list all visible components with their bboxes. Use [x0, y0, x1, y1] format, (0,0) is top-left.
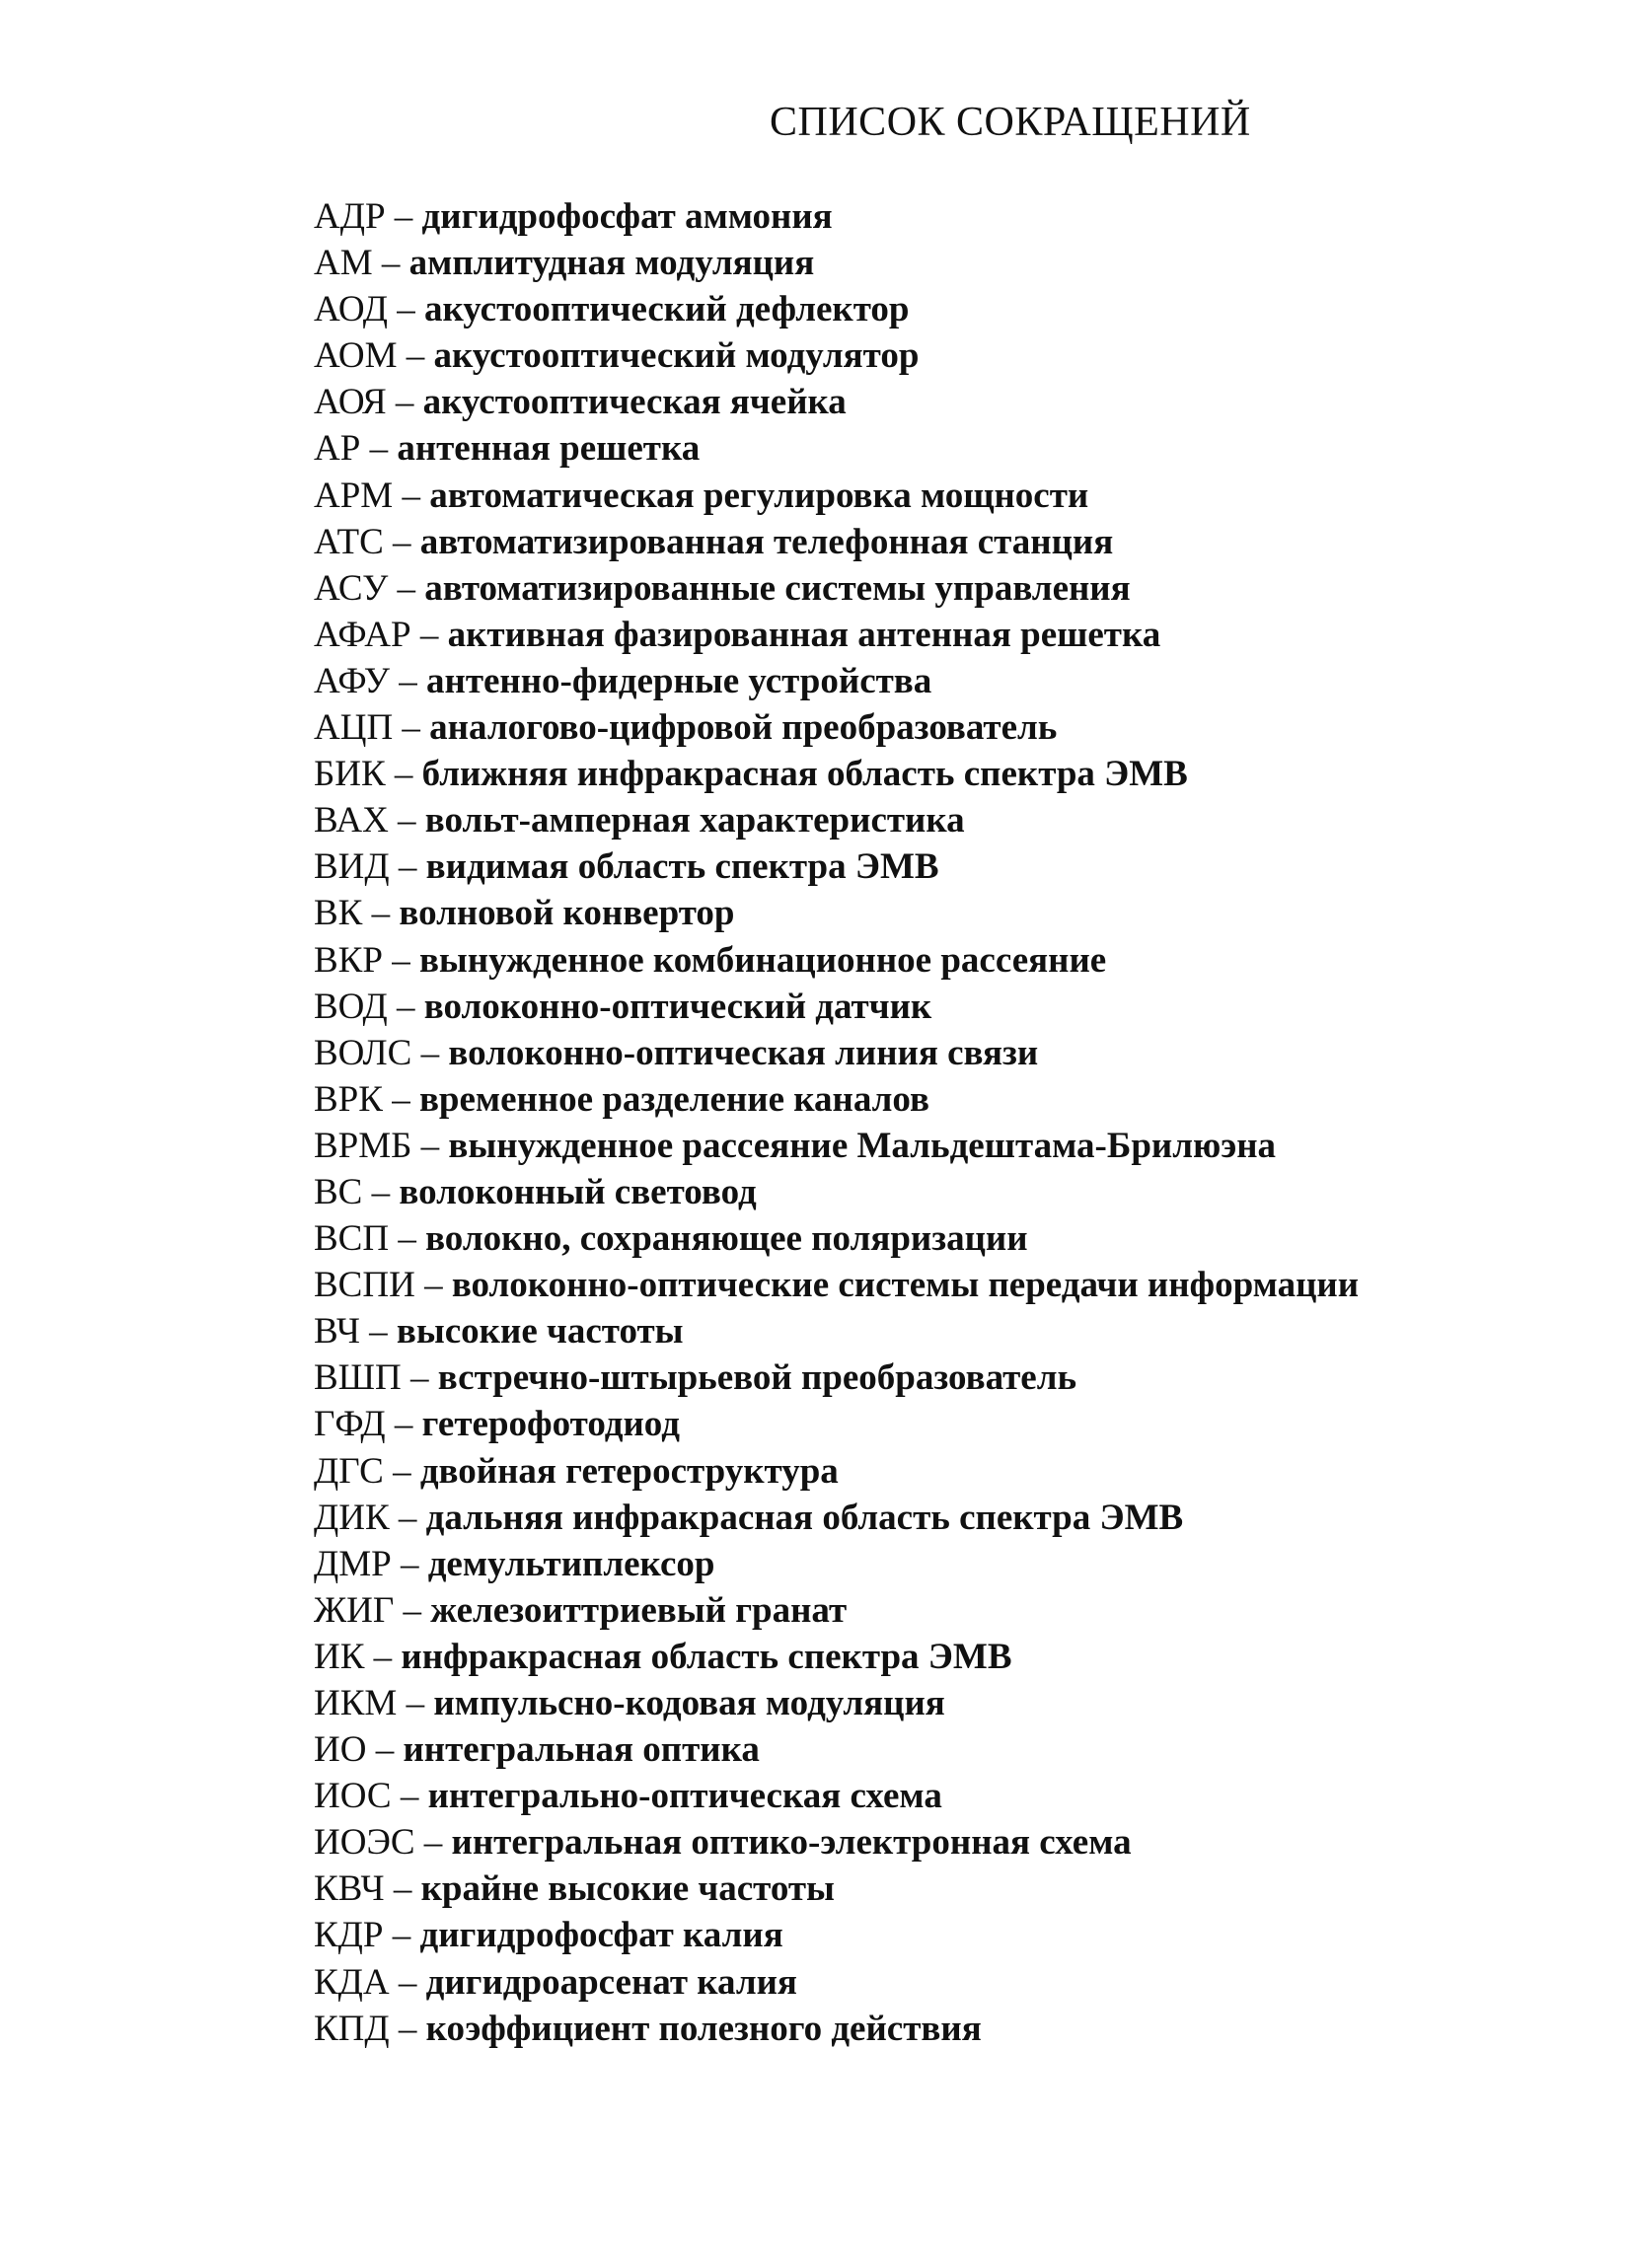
abbreviation-separator: – — [384, 1868, 421, 1910]
abbreviation-separator: – — [414, 1822, 452, 1864]
abbreviation-separator: – — [389, 1961, 426, 2003]
abbreviation-definition: крайне высокие частоты — [420, 1868, 835, 1910]
abbreviation-entry — [314, 1866, 1577, 1912]
abbreviation-separator: – — [359, 1311, 397, 1353]
abbreviation-term: ВШП — [314, 1357, 402, 1399]
abbreviation-definition: волновой конвертор — [399, 893, 735, 934]
abbreviation-separator: – — [385, 754, 422, 795]
abbreviation-term: АР — [314, 428, 361, 470]
abbreviation-definition: дальняя инфракрасная область спектра ЭМВ — [425, 1497, 1184, 1538]
abbreviation-term: ИОЭС — [314, 1822, 415, 1864]
abbreviation-term: ВСПИ — [314, 1265, 415, 1306]
abbreviation-term: КВЧ — [314, 1868, 385, 1910]
abbreviation-term: ВРМБ — [314, 1125, 412, 1166]
abbreviation-separator: – — [411, 1125, 449, 1166]
abbreviation-separator: – — [362, 893, 400, 934]
abbreviation-definition: автоматизированные системы управления — [424, 567, 1131, 609]
abbreviation-separator: – — [391, 1776, 428, 1817]
abbreviation-term: АДР — [314, 196, 386, 237]
abbreviation-entry — [314, 797, 1577, 843]
abbreviation-entry — [314, 193, 1577, 240]
abbreviation-entry — [314, 843, 1577, 890]
abbreviation-definition: акустооптическая ячейка — [422, 382, 847, 423]
abbreviation-separator: – — [388, 567, 425, 609]
abbreviation-entry — [314, 565, 1577, 612]
abbreviation-definition: коэффициент полезного действия — [425, 2008, 982, 2049]
abbreviation-entry — [314, 332, 1577, 379]
abbreviation-separator: – — [385, 1404, 422, 1445]
abbreviation-definition: акустооптический дефлектор — [424, 289, 910, 330]
abbreviation-entry — [314, 658, 1577, 704]
abbreviation-definition: вынужденное комбинационное рассеяние — [418, 939, 1107, 981]
abbreviation-definition: встречно-штырьевой преобразователь — [437, 1357, 1077, 1399]
abbreviation-separator: – — [386, 382, 423, 423]
abbreviation-definition: аналогово-цифровой преобразователь — [429, 707, 1058, 749]
abbreviation-separator: – — [393, 707, 430, 749]
abbreviation-definition: гетерофотодиод — [421, 1404, 680, 1445]
abbreviation-term: АОЯ — [314, 382, 387, 423]
abbreviation-definition: волоконно-оптическая линия связи — [448, 1032, 1039, 1073]
abbreviation-term: ВСП — [314, 1218, 390, 1260]
abbreviation-term: ИО — [314, 1729, 367, 1771]
abbreviation-entry — [314, 1401, 1577, 1447]
abbreviation-definition: волокно, сохраняющее поляризации — [425, 1218, 1028, 1260]
abbreviation-definition: двойная гетероструктура — [419, 1450, 839, 1492]
abbreviation-separator: – — [389, 1497, 426, 1538]
abbreviation-term: ВАХ — [314, 800, 389, 841]
abbreviation-term: АМ — [314, 243, 373, 284]
abbreviation-separator: – — [388, 800, 425, 841]
abbreviation-definition: инфракрасная область спектра ЭМВ — [401, 1636, 1012, 1677]
abbreviation-term: ВКР — [314, 939, 383, 981]
abbreviation-term: ДГС — [314, 1450, 384, 1492]
abbreviation-definition: импульсно-кодовая модуляция — [433, 1683, 945, 1723]
abbreviation-entry — [314, 1495, 1577, 1541]
abbreviation-separator: – — [397, 335, 434, 377]
abbreviation-entry — [314, 1680, 1577, 1726]
abbreviation-term: АОД — [314, 289, 388, 330]
abbreviation-separator: – — [372, 243, 409, 284]
abbreviation-entry — [314, 751, 1577, 797]
abbreviation-term: АСУ — [314, 567, 389, 609]
abbreviation-term: АРМ — [314, 475, 394, 516]
abbreviation-definition: автоматизированная телефонная станция — [419, 521, 1114, 562]
abbreviation-separator: – — [410, 614, 448, 655]
abbreviation-entry — [314, 1587, 1577, 1634]
abbreviation-entry — [314, 425, 1577, 472]
abbreviation-term: ВИД — [314, 846, 390, 888]
abbreviation-definition: волоконный световод — [399, 1171, 757, 1212]
abbreviation-separator: – — [389, 1218, 426, 1260]
abbreviation-definition: вынужденное рассеяние Мальдештама-Брилюэна — [448, 1125, 1277, 1166]
abbreviation-separator: – — [393, 475, 430, 516]
abbreviation-entry — [314, 1448, 1577, 1495]
abbreviation-entry — [314, 240, 1577, 286]
abbreviation-entry — [314, 937, 1577, 984]
abbreviation-term: ВС — [314, 1171, 363, 1212]
abbreviation-entry — [314, 1959, 1577, 2006]
abbreviation-term: КПД — [314, 2008, 390, 2049]
abbreviation-separator: – — [383, 521, 420, 562]
abbreviation-definition: высокие частоты — [396, 1311, 684, 1353]
abbreviation-entry — [314, 473, 1577, 519]
abbreviation-entry — [314, 1912, 1577, 1958]
abbreviation-entry — [314, 286, 1577, 332]
abbreviation-definition: временное разделение каналов — [418, 1078, 929, 1120]
abbreviation-entry — [314, 704, 1577, 751]
abbreviation-entry — [314, 1726, 1577, 1773]
abbreviation-entry — [314, 1169, 1577, 1215]
abbreviation-separator: – — [411, 1032, 449, 1073]
abbreviation-term: ВК — [314, 893, 363, 934]
abbreviation-definition: акустооптический модулятор — [433, 335, 920, 377]
abbreviation-entry — [314, 1215, 1577, 1262]
abbreviation-definition: интегральная оптико-электронная схема — [451, 1822, 1132, 1864]
abbreviation-separator: – — [385, 196, 422, 237]
abbreviation-separator: – — [389, 2008, 426, 2049]
abbreviation-entry — [314, 1773, 1577, 1819]
abbreviation-definition: активная фазированная антенная решетка — [447, 614, 1161, 655]
abbreviation-separator: – — [389, 846, 426, 888]
abbreviation-separator: – — [382, 1078, 419, 1120]
abbreviation-definition: дигидроарсенат калия — [425, 1961, 797, 2003]
abbreviation-term: АТС — [314, 521, 384, 562]
abbreviation-definition: железоиттриевый гранат — [430, 1589, 848, 1631]
abbreviation-term: ГФД — [314, 1404, 386, 1445]
abbreviation-term: ДИК — [314, 1497, 390, 1538]
abbreviation-separator: – — [401, 1357, 438, 1399]
abbreviation-entry — [314, 1634, 1577, 1680]
abbreviation-term: ДМР — [314, 1543, 392, 1584]
abbreviation-definition: волоконно-оптические системы передачи информации — [451, 1265, 1360, 1306]
abbreviation-definition: дигидрофосфат аммония — [421, 196, 833, 237]
abbreviation-definition: волоконно-оптический датчик — [423, 986, 932, 1027]
abbreviation-separator: – — [414, 1265, 452, 1306]
abbreviation-term: БИК — [314, 754, 386, 795]
abbreviation-term: ИОС — [314, 1776, 392, 1817]
abbreviation-term: КДА — [314, 1961, 390, 2003]
abbreviation-separator: – — [387, 986, 424, 1027]
abbreviation-term: АФУ — [314, 660, 390, 701]
abbreviation-term: ВЧ — [314, 1311, 360, 1353]
abbreviation-separator: – — [382, 939, 419, 981]
abbreviation-term: ВОД — [314, 986, 388, 1027]
abbreviation-separator: – — [360, 428, 398, 470]
abbreviation-entry — [314, 519, 1577, 565]
abbreviation-definition: видимая область спектра ЭМВ — [425, 846, 939, 888]
abbreviation-separator: – — [394, 1589, 431, 1631]
abbreviation-term: АЦП — [314, 707, 394, 749]
abbreviation-definition: вольт-амперная характеристика — [424, 800, 965, 841]
abbreviation-definition: интегральная оптика — [403, 1729, 760, 1771]
abbreviation-entry — [314, 890, 1577, 936]
abbreviation-term: АОМ — [314, 335, 398, 377]
abbreviation-separator: – — [397, 1683, 434, 1723]
abbreviation-term: АФАР — [314, 614, 411, 655]
page-title: СПИСОК СОКРАЩЕНИЙ — [770, 100, 1251, 145]
abbreviation-entry — [314, 2006, 1577, 2052]
abbreviation-definition: ближняя инфракрасная область спектра ЭМВ — [421, 754, 1188, 795]
abbreviation-list — [314, 193, 1577, 2052]
abbreviation-entry — [314, 612, 1577, 658]
abbreviation-entry — [314, 1541, 1577, 1587]
abbreviation-entry — [314, 379, 1577, 425]
abbreviation-term: ЖИГ — [314, 1589, 395, 1631]
abbreviation-entry — [314, 1030, 1577, 1076]
abbreviation-entry — [314, 1123, 1577, 1169]
abbreviation-term: ВОЛС — [314, 1032, 412, 1073]
abbreviation-entry — [314, 1308, 1577, 1354]
abbreviation-separator: – — [364, 1636, 402, 1677]
abbreviation-separator: – — [388, 289, 424, 330]
abbreviation-definition: антенно-фидерные устройства — [426, 660, 932, 701]
abbreviation-separator: – — [390, 660, 426, 701]
abbreviation-separator: – — [366, 1729, 404, 1771]
abbreviation-definition: демультиплексор — [427, 1543, 715, 1584]
abbreviation-term: ИК — [314, 1636, 365, 1677]
abbreviation-entry — [314, 1076, 1577, 1123]
abbreviation-definition: антенная решетка — [397, 428, 701, 470]
abbreviation-separator: – — [391, 1543, 428, 1584]
abbreviation-entry — [314, 984, 1577, 1030]
abbreviation-entry — [314, 1262, 1577, 1308]
abbreviation-definition: дигидрофосфат калия — [419, 1915, 783, 1956]
abbreviation-definition: автоматическая регулировка мощности — [429, 475, 1089, 516]
abbreviation-separator: – — [362, 1171, 400, 1212]
abbreviation-term: ИКМ — [314, 1683, 398, 1723]
abbreviation-term: КДР — [314, 1915, 384, 1956]
abbreviation-definition: интегрально-оптическая схема — [427, 1776, 942, 1817]
abbreviation-separator: – — [383, 1915, 420, 1956]
abbreviation-separator: – — [383, 1450, 420, 1492]
abbreviation-definition: амплитудная модуляция — [408, 243, 815, 284]
abbreviation-term: ВРК — [314, 1078, 383, 1120]
abbreviation-entry — [314, 1819, 1577, 1866]
abbreviation-entry — [314, 1354, 1577, 1401]
